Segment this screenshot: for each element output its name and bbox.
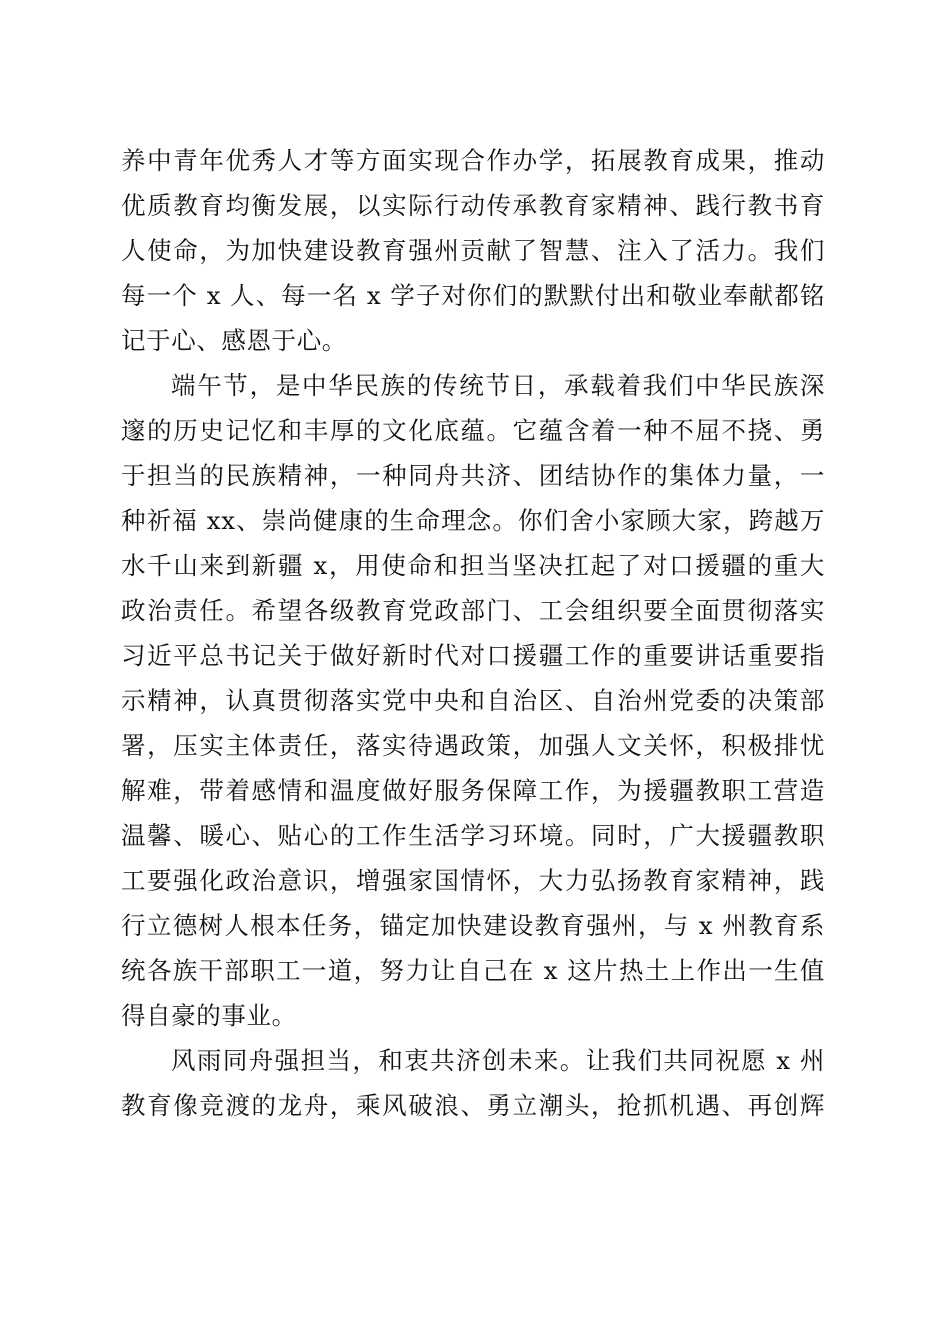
text-line: 教育像竞渡的龙舟，乘风破浪、勇立潮头，抢抓机遇、再创辉 <box>121 1091 825 1120</box>
text-line: 习近平总书记关于做好新时代对口援疆工作的重要讲话重要指 <box>121 641 825 670</box>
text-line: 行立德树人根本任务，锚定加快建设教育强州，与 x 州教育系 <box>121 911 825 940</box>
text-line: 于担当的民族精神，一种同舟共济、团结协作的集体力量，一 <box>121 461 825 490</box>
text-line: 优质教育均衡发展，以实际行动传承教育家精神、践行教书育 <box>121 191 825 220</box>
text-line: 统各族干部职工一道，努力让自己在 x 这片热土上作出一生值 <box>121 956 825 985</box>
text-line: 得自豪的事业。 <box>121 1001 297 1030</box>
text-line: 示精神，认真贯彻落实党中央和自治区、自治州党委的决策部 <box>121 686 825 715</box>
text-line: 养中青年优秀人才等方面实现合作办学，拓展教育成果，推动 <box>121 146 825 175</box>
text-line: 风雨同舟强担当，和衷共济创未来。让我们共同祝愿 x 州 <box>171 1046 825 1075</box>
text-line: 水千山来到新疆 x，用使命和担当坚决扛起了对口援疆的重大 <box>121 551 825 580</box>
text-line: 人使命，为加快建设教育强州贡献了智慧、注入了活力。我们 <box>121 236 825 265</box>
text-line: 记于心、感恩于心。 <box>121 326 347 355</box>
document-body <box>121 138 825 1128</box>
text-line: 端午节，是中华民族的传统节日，承载着我们中华民族深 <box>171 371 825 400</box>
text-line: 政治责任。希望各级教育党政部门、工会组织要全面贯彻落实 <box>121 596 825 625</box>
text-line: 署，压实主体责任，落实待遇政策，加强人文关怀，积极排忧 <box>121 731 825 760</box>
text-line: 解难，带着感情和温度做好服务保障工作，为援疆教职工营造 <box>121 776 825 805</box>
text-line: 温馨、暖心、贴心的工作生活学习环境。同时，广大援疆教职 <box>121 821 825 850</box>
text-line: 工要强化政治意识，增强家国情怀，大力弘扬教育家精神，践 <box>121 866 825 895</box>
text-line: 种祈福 xx、崇尚健康的生命理念。你们舍小家顾大家，跨越万 <box>121 506 825 535</box>
text-line: 每一个 x 人、每一名 x 学子对你们的默默付出和敬业奉献都铭 <box>121 281 825 310</box>
text-line: 邃的历史记忆和丰厚的文化底蕴。它蕴含着一种不屈不挠、勇 <box>121 416 825 445</box>
